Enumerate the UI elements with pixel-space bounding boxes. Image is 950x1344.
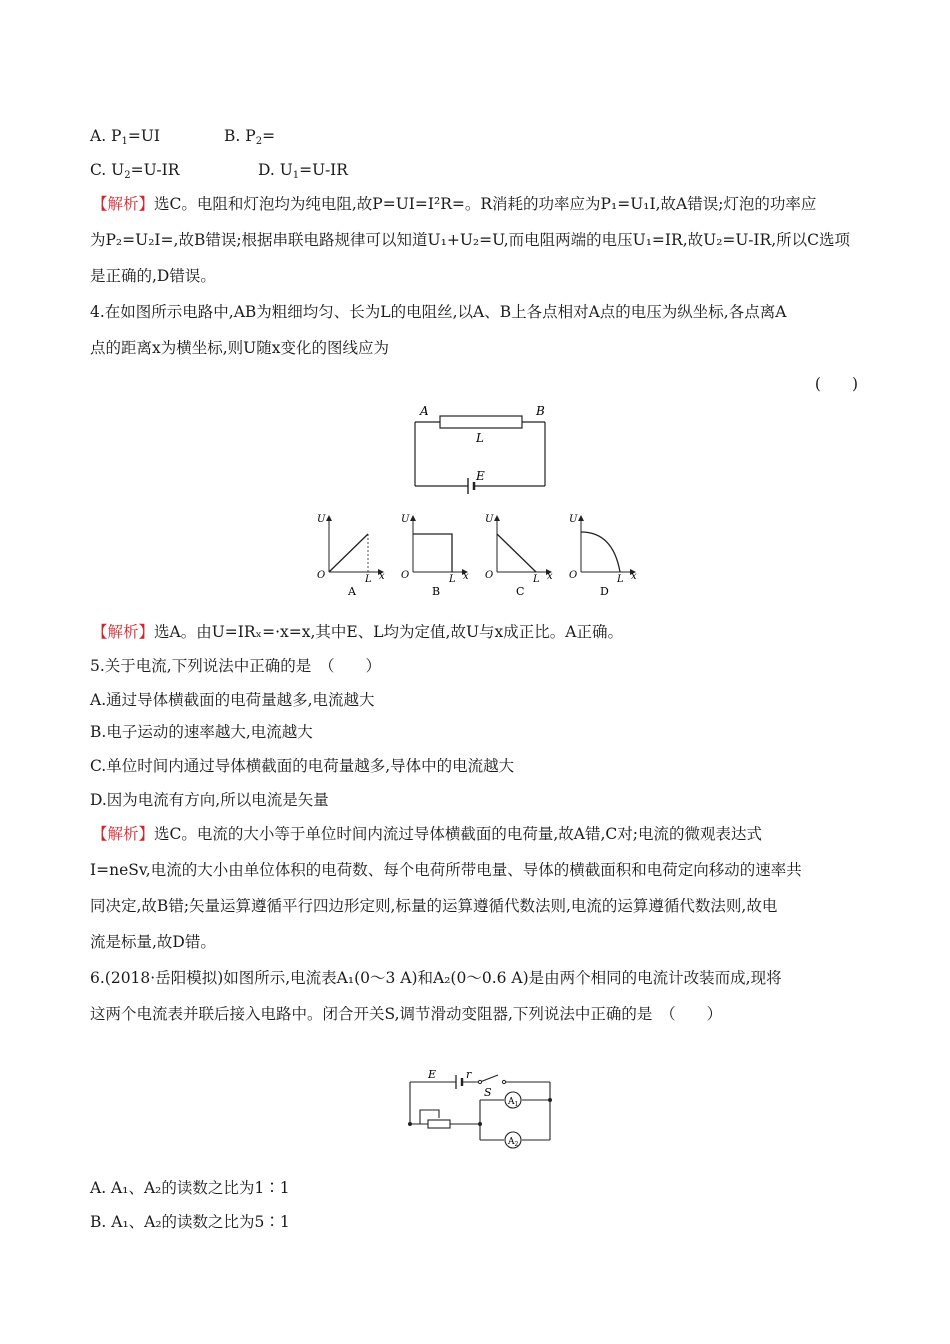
svg-text:L: L [449,574,456,585]
svg-text:x: x [547,571,553,582]
q4-circuit-diagram [400,400,560,496]
graph-a-letter: A [348,585,356,598]
q4-stem-line-2: 点的距离x为横坐标,则U随x变化的图线应为 [90,339,389,357]
switch-blade [480,1075,498,1082]
meter-a1-label: $A_1$ [508,1097,519,1108]
q6-option-a: A. A₁、A₂的读数之比为1∶1 [90,1179,290,1197]
svg-text:O: O [485,570,494,581]
q3-option-d: D. $U_1=U-IR$ [258,161,348,181]
graph-a-curve [329,534,368,572]
q5-analysis-line-3: 同决定,故B错;矢量运算遵循平行四边形定则,标量的运算遵循代数法则,电流的运算遵循代数法则,故电 [90,897,778,915]
analysis-tag: 【解析】 [92,623,155,641]
q4-analysis-line-1: 【解析】选A。由U=IRₓ=·x=x,其中E、L均为定值,故U与x成正比。A正确。 [92,623,623,641]
svg-text:x: x [463,571,469,582]
label-l: L [476,431,484,445]
label-e: E [476,469,485,483]
graph-b-letter: B [432,585,441,598]
analysis-tag: 【解析】 [92,825,155,843]
graph-a [317,514,385,598]
svg-text:L: L [533,574,540,585]
q5-option-b: B.电子运动的速率越大,电流越大 [90,723,313,741]
label-e: E [428,1068,437,1081]
q5-analysis-line-1: 【解析】选C。电流的大小等于单位时间内流过导体横截面的电荷量,故A错,C对;电流的微观表达式 [92,825,763,843]
graph-c [485,514,553,598]
q3-analysis-line-2: 为P₂=U₂I=,故B错误;根据串联电路规律可以知道U₁+U₂=U,而电阻两端的电压U₁=IR,故U₂=U-IR,所以C选项 [90,231,851,249]
q3-option-c: C. $U_2=U-IR$ [90,161,180,181]
q5-option-c: C.单位时间内通过导体横截面的电荷量越多,导体中的电流越大 [90,757,515,775]
q5-analysis-line-2: I=neSv,电流的大小由单位体积的电荷数、每个电荷所带电量、导体的横截面积和电荷定向移动的速率共 [90,861,802,879]
graph-d [569,514,637,598]
q5-analysis-line-4: 流是标量,故D错。 [90,933,216,951]
q3-option-a: A. $P_1=UI$ [90,127,161,147]
q3-option-b: B. $P_2=$ [224,127,276,147]
svg-text:L: L [365,574,372,585]
q6-circuit-diagram [400,1066,560,1150]
svg-text:O: O [401,570,410,581]
graph-d-letter: D [600,585,609,598]
label-a: A [420,404,429,418]
svg-text:U: U [317,514,326,525]
rheostat-body [428,1120,450,1128]
svg-text:U: U [485,514,494,525]
svg-text:U: U [401,514,410,525]
analysis-tag: 【解析】 [92,195,155,213]
q5-stem: 5.关于电流,下列说法中正确的是 （ ） [90,657,381,675]
q4-answer-paren: ( ) [814,375,858,393]
q5-option-a: A.通过导体横截面的电荷量越多,电流越大 [90,691,375,709]
q6-stem-line-1: 6.(2018·岳阳模拟)如图所示,电流表A₁(0～3 A)和A₂(0～0.6 A)是由两个相同的电流计改装而成,现将 [90,969,782,987]
graph-c-letter: C [516,585,525,598]
q6-stem-line-2: 这两个电流表并联后接入电路中。闭合开关S,调节滑动变阻器,下列说法中正确的是 （ ） [90,1005,723,1023]
q4-answer-graphs [315,510,645,600]
svg-text:U: U [569,514,578,525]
resistance-wire [440,416,522,428]
label-r: r [466,1068,472,1081]
q3-analysis-line-1: 【解析】选C。电阻和灯泡均为纯电阻,故P=UI=I²R=。R消耗的功率应为P₁=U₁I,故A错误;灯泡的功率应 [92,195,817,213]
label-s: S [484,1086,492,1099]
meter-a2-label: $A_2$ [508,1137,519,1148]
q6-option-b: B. A₁、A₂的读数之比为5∶1 [90,1213,290,1231]
svg-text:x: x [631,571,637,582]
q4-stem-line-1: 4.在如图所示电路中,AB为粗细均匀、长为L的电阻丝,以A、B上各点相对A点的电压为纵坐标,各点离A [90,303,787,321]
graph-b-curve [413,534,452,572]
svg-text:L: L [617,574,624,585]
svg-text:x: x [379,571,385,582]
label-b: B [536,404,545,418]
q3-analysis-line-3: 是正确的,D错误。 [90,267,216,285]
q5-option-d: D.因为电流有方向,所以电流是矢量 [90,791,329,809]
svg-text:O: O [317,570,326,581]
rheostat-slider [420,1110,439,1124]
svg-text:O: O [569,570,578,581]
graph-c-curve [497,534,536,572]
graph-d-curve [581,532,620,572]
graph-b [401,514,469,598]
